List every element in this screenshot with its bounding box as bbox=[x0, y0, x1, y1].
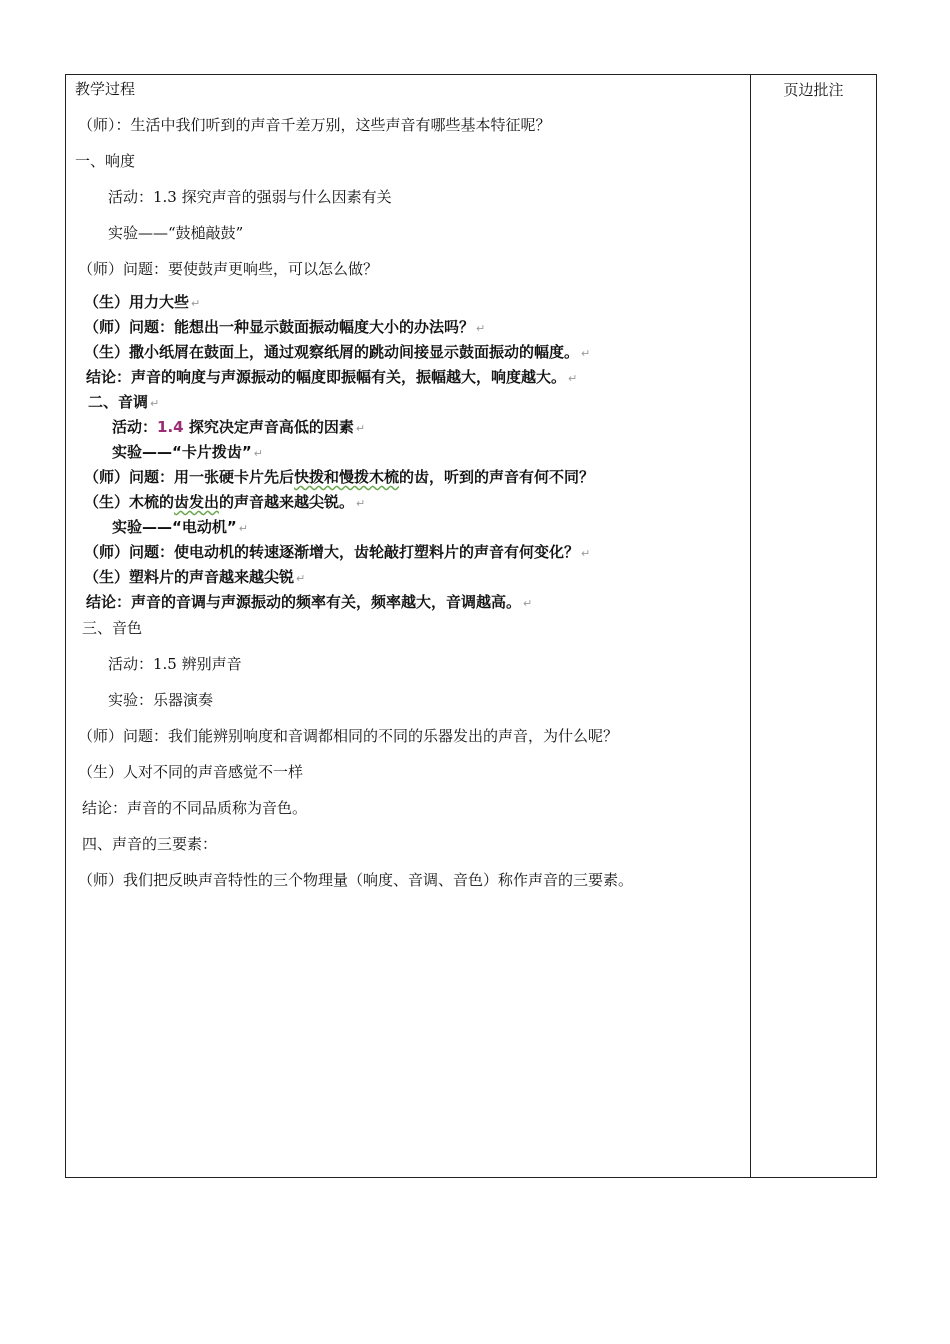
section-2-conclusion: 结论：声音的音调与声源振动的频率有关，频率越大，音调越高。 ↵ bbox=[86, 593, 533, 611]
section-2-answer-1: （生）木梳的齿发出的声音越来越尖锐。 ↵ bbox=[84, 493, 366, 511]
section-3-conclusion: 结论：声音的不同品质称为音色。 bbox=[82, 799, 308, 817]
section-1-answer-2: （生）撒小纸屑在鼓面上，通过观察纸屑的跳动间接显示鼓面振动的幅度。 ↵ bbox=[84, 343, 591, 361]
paragraph-mark-icon: ↵ bbox=[581, 347, 591, 360]
section-3-title: 三、音色 bbox=[82, 619, 143, 637]
section-1-activity: 活动：1.3 探究声音的强弱与什么因素有关 bbox=[108, 188, 392, 206]
section-1-answer-1: （生）用力大些 ↵ bbox=[84, 293, 201, 311]
section-1-conclusion: 结论：声音的响度与声源振动的幅度即振幅有关，振幅越大，响度越大。 ↵ bbox=[86, 368, 578, 386]
section-4-title: 四、声音的三要素： bbox=[82, 835, 218, 853]
paragraph-mark-icon: ↵ bbox=[253, 447, 263, 460]
paragraph-mark-icon: ↵ bbox=[356, 497, 366, 510]
lesson-table bbox=[65, 74, 877, 1178]
paragraph-mark-icon: ↵ bbox=[581, 547, 591, 560]
section-3-experiment: 实验：乐器演奏 bbox=[108, 691, 214, 709]
paragraph-mark-icon: ↵ bbox=[150, 397, 160, 410]
section-3-answer: （生）人对不同的声音感觉不一样 bbox=[78, 763, 304, 781]
section-3-activity: 活动：1.5 辨别声音 bbox=[108, 655, 242, 673]
section-2-title: 二、音调 ↵ bbox=[88, 393, 160, 411]
paragraph-mark-icon: ↵ bbox=[568, 372, 578, 385]
paragraph-mark-icon: ↵ bbox=[476, 322, 486, 335]
section-1-experiment: 实验——“鼓槌敲鼓” bbox=[108, 224, 244, 242]
section-2-question-2: （师）问题：使电动机的转速逐渐增大，齿轮敲打塑料片的声音有何变化？ ↵ bbox=[84, 543, 591, 561]
paragraph-mark-icon: ↵ bbox=[238, 522, 248, 535]
paragraph-mark-icon: ↵ bbox=[296, 572, 306, 585]
paragraph-mark-icon: ↵ bbox=[191, 297, 201, 310]
section-2-experiment-2: 实验——“电动机” ↵ bbox=[112, 518, 248, 536]
section-4-text: （师）我们把反映声音特性的三个物理量（响度、音调、音色）称作声音的三要素。 bbox=[78, 871, 634, 889]
section-2-experiment-1: 实验——“卡片拨齿” ↵ bbox=[112, 443, 263, 461]
main-column bbox=[66, 75, 750, 1177]
paragraph-mark-icon: ↵ bbox=[523, 597, 533, 610]
section-3-question: （师）问题：我们能辨别响度和音调都相同的不同的乐器发出的声音，为什么呢？ bbox=[78, 727, 619, 745]
column-header-margin-notes: 页边批注 bbox=[783, 81, 844, 99]
intro-line: （师）：生活中我们听到的声音千差万别，这些声音有哪些基本特征呢？ bbox=[78, 116, 551, 134]
margin-notes-column bbox=[751, 75, 876, 1177]
section-2-answer-2: （生）塑料片的声音越来越尖锐 ↵ bbox=[84, 568, 306, 586]
section-1-question-2: （师）问题：能想出一种显示鼓面振动幅度大小的办法吗？ ↵ bbox=[84, 318, 486, 336]
section-2-activity: 活动：1.4 探究决定声音高低的因素 ↵ bbox=[112, 418, 366, 436]
section-2-question-1: （师）问题：用一张硬卡片先后快拨和慢拨木梳的齿，听到的声音有何不同？ bbox=[84, 468, 595, 486]
column-header-process: 教学过程 bbox=[75, 80, 136, 98]
paragraph-mark-icon: ↵ bbox=[355, 422, 366, 435]
section-1-question-1: （师）问题：要使鼓声更响些，可以怎么做？ bbox=[78, 260, 379, 278]
section-1-title: 一、响度 bbox=[75, 152, 136, 170]
